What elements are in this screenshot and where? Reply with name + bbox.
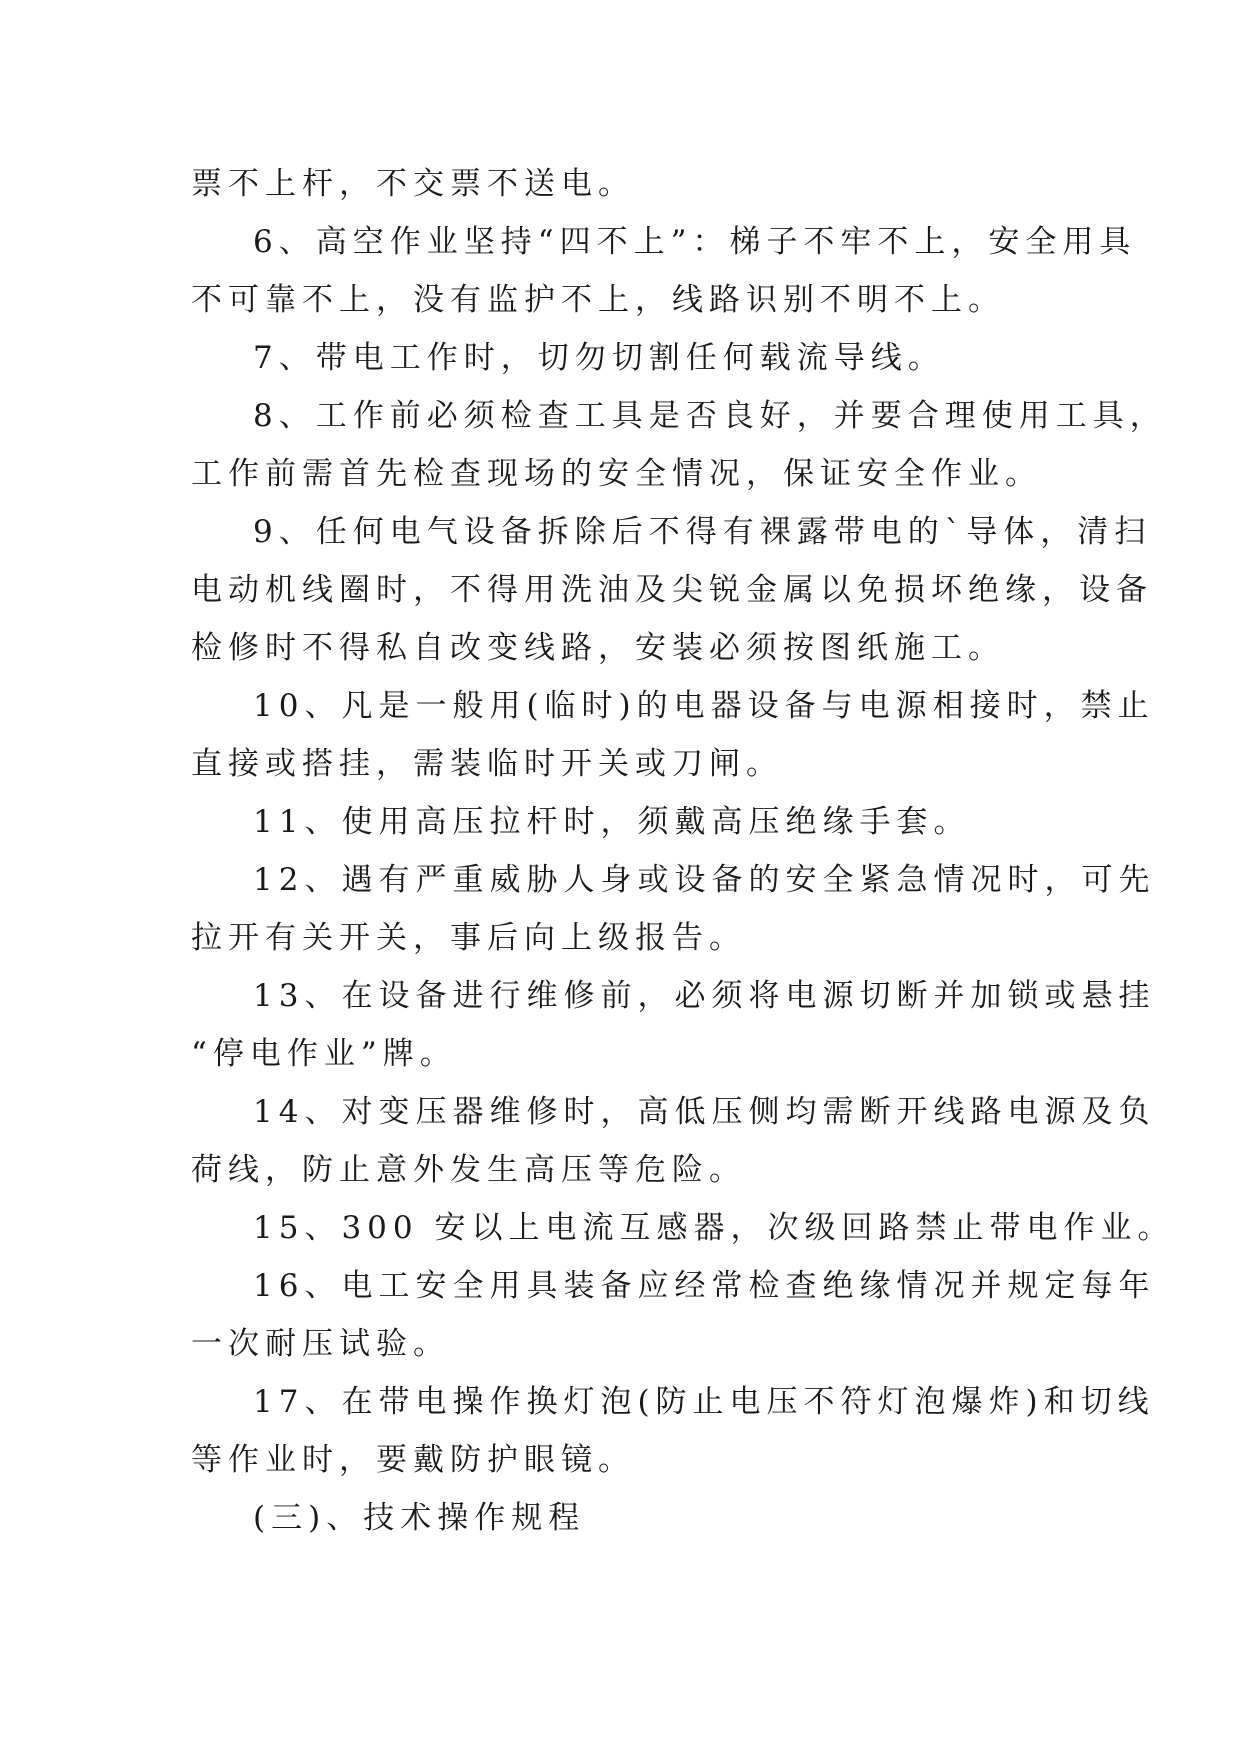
text-line: 检修时不得私自改变线路，安装必须按图纸施工。 xyxy=(191,630,1005,666)
text-line: 不可靠不上，没有监护不上，线路识别不明不上。 xyxy=(191,282,1005,318)
text-line: 9、任何电气设备拆除后不得有裸露带电的`导体，清扫 xyxy=(253,514,1152,550)
text-line: 电动机线圈时，不得用洗油及尖锐金属以免损坏绝缘，设备 xyxy=(191,572,1153,608)
text-line: 11、使用高压拉杆时，须戴高压绝缘手套。 xyxy=(253,804,971,840)
text-line: 8、工作前必须检查工具是否良好，并要合理使用工具， xyxy=(253,398,1167,434)
text-line: 6、高空作业坚持“四不上”：梯子不牢不上，安全用具 xyxy=(253,224,1137,260)
text-line: “停电作业”牌。 xyxy=(191,1036,457,1072)
text-line: 16、电工安全用具装备应经常检查绝缘情况并规定每年 xyxy=(253,1268,1156,1304)
text-line: 工作前需首先检查现场的安全情况，保证安全作业。 xyxy=(191,456,1042,492)
text-line: 直接或搭挂，需装临时开关或刀闸。 xyxy=(191,746,783,782)
section-heading: (三)、技术操作规程 xyxy=(253,1500,586,1536)
text-line: 荷线，防止意外发生高压等危险。 xyxy=(191,1152,746,1188)
text-line: 15、300 安以上电流互感器，次级回路禁止带电作业。 xyxy=(253,1210,1175,1246)
text-line: 一次耐压试验。 xyxy=(191,1326,450,1362)
text-line: 14、对变压器维修时，高低压侧均需断开线路电源及负 xyxy=(253,1094,1156,1130)
text-line: 10、凡是一般用(临时)的电器设备与电源相接时，禁止 xyxy=(253,688,1155,724)
text-line: 17、在带电操作换灯泡(防止电压不符灯泡爆炸)和切线 xyxy=(253,1384,1155,1420)
text-line: 票不上杆，不交票不送电。 xyxy=(191,166,635,202)
text-line: 拉开有关开关，事后向上级报告。 xyxy=(191,920,746,956)
text-line: 7、带电工作时，切勿切割任何载流导线。 xyxy=(253,340,945,376)
text-line: 13、在设备进行维修前，必须将电源切断并加锁或悬挂 xyxy=(253,978,1156,1014)
text-line: 12、遇有严重威胁人身或设备的安全紧急情况时，可先 xyxy=(253,862,1156,898)
text-line: 等作业时，要戴防护眼镜。 xyxy=(191,1442,635,1478)
